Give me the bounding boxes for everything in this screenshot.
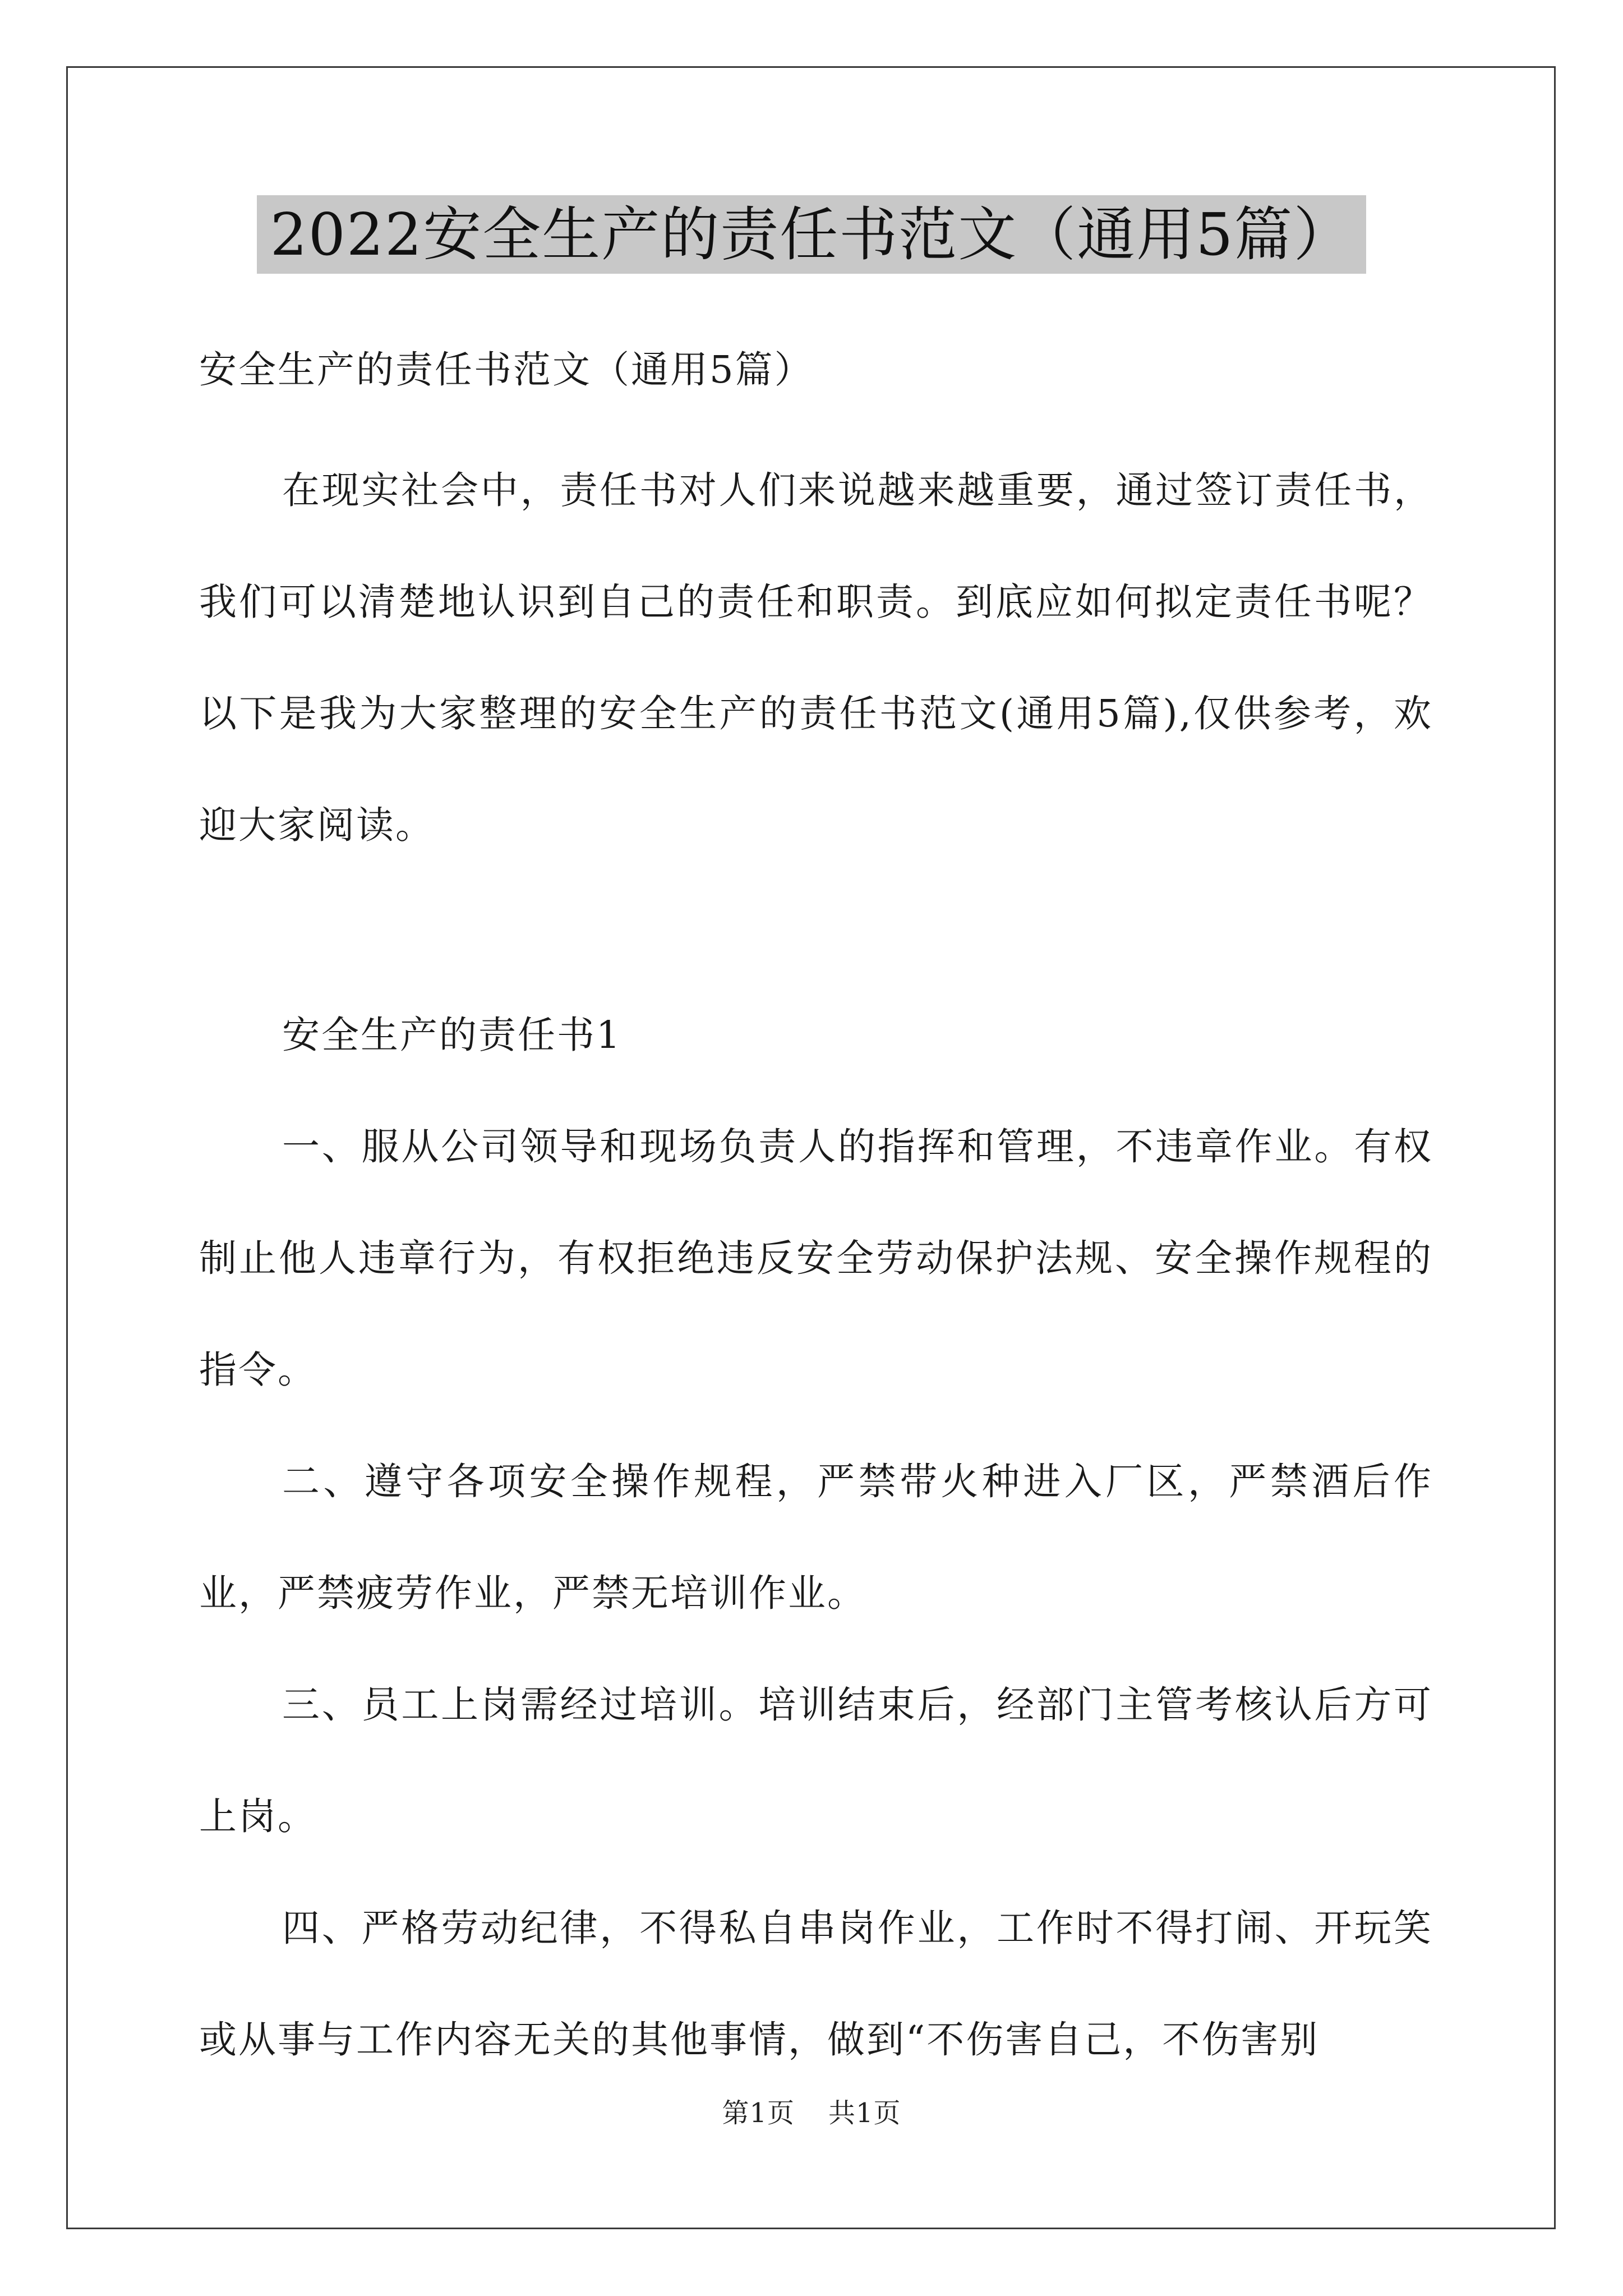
document-subtitle: 安全生产的责任书范文（通用5篇） [199, 348, 814, 392]
page-number-current: 第1页 [722, 2097, 795, 2129]
clause-paragraph: 一、服从公司领导和现场负责人的指挥和管理，不违章作业。有权制止他人违章行为，有权拒绝违反安全劳动保护法规、安全操作规程的指令。 [199, 1125, 1433, 1392]
clause-paragraph: 三、员工上岗需经过培训。培训结束后，经部门主管考核认后方可上岗。 [199, 1683, 1433, 1838]
document-body [199, 314, 1433, 2096]
document-title: 2022安全生产的责任书范文（通用5篇） [257, 195, 1367, 274]
page-footer [0, 2091, 1623, 2130]
clause-paragraph: 四、严格劳动纪律，不得私自串岗作业，工作时不得打闹、开玩笑或从事与工作内容无关的其他事情，做到“不伤害自己，不伤害别 [199, 1906, 1433, 2062]
page-number-total: 共1页 [828, 2097, 901, 2129]
title-container [0, 195, 1623, 274]
section-heading: 安全生产的责任书1 [282, 1013, 622, 1057]
intro-paragraph: 在现实社会中，责任书对人们来说越来越重要，通过签订责任书，我们可以清楚地认识到自己的责任和职责。到底应如何拟定责任书呢？以下是我为大家整理的安全生产的责任书范文(通用5篇),仅供参考，欢迎大家阅读。 [199, 468, 1433, 847]
clause-paragraph: 二、遵守各项安全操作规程，严禁带火种进入厂区，严禁酒后作业，严禁疲劳作业，严禁无培训作业。 [199, 1460, 1433, 1615]
